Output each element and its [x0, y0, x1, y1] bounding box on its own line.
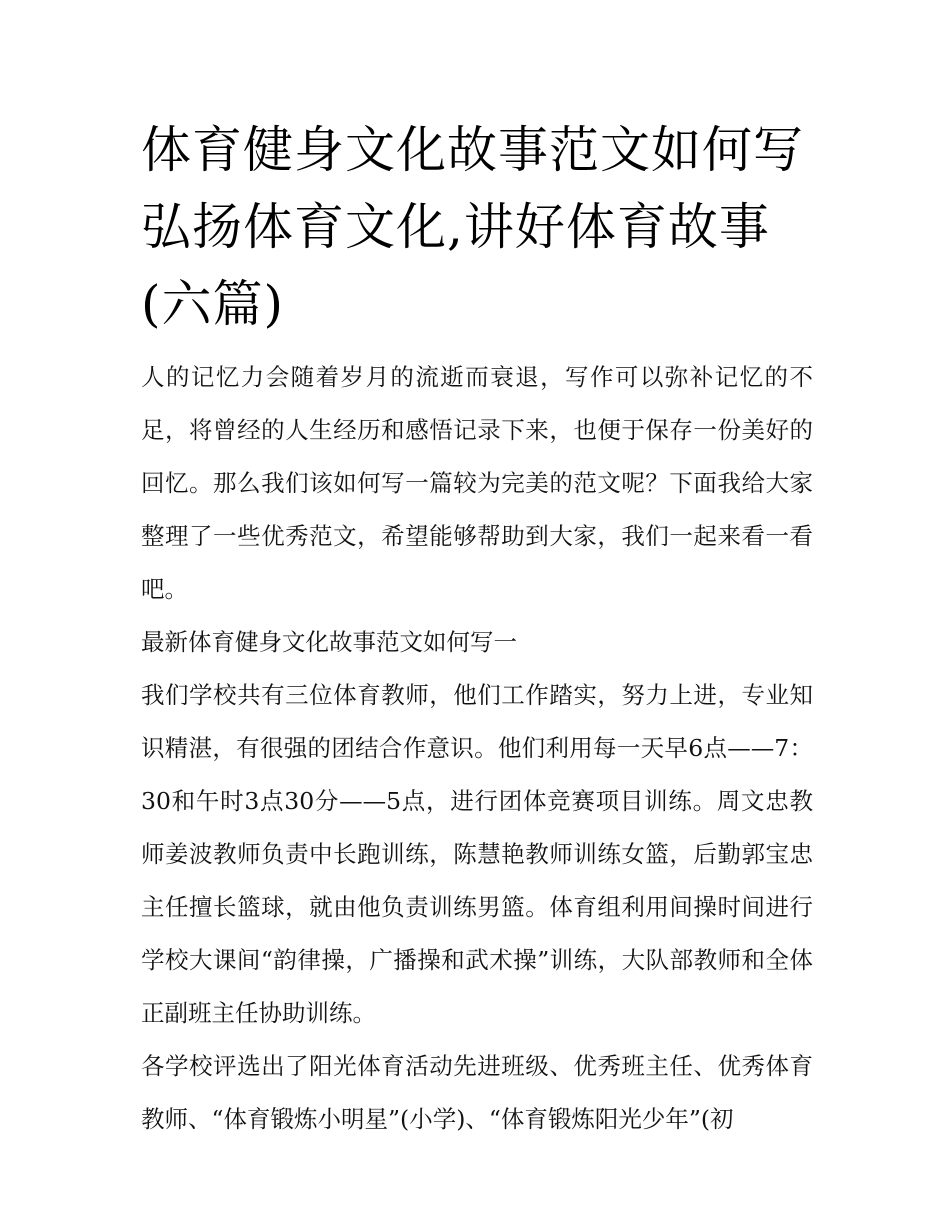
document-title: 体育健身文化故事范文如何写弘扬体育文化,讲好体育故事(六篇): [141, 121, 804, 333]
body-paragraph: 各学校评选出了阳光体育活动先进班级、优秀班主任、优秀体育教师、“体育锻炼小明星”(小学)、“体育锻炼阳光少年”(初: [141, 1052, 813, 1133]
document-body: [141, 112, 813, 1146]
section-heading: 最新体育健身文化故事范文如何写一: [141, 628, 517, 656]
body-paragraph: 我们学校共有三位体育教师，他们工作踏实，努力上进，专业知识精湛，有很强的团结合作意识。他们利用每一天早6点——7：30和午时3点30分——5点，进行团体竞赛项目训练。周文忠教师姜波教师负责中长跑训练，陈慧艳教师训练女篮，后勤郭宝忠主任擅长篮球，就由他负责训练男篮。体育组利用间操时间进行学校大课间“韵律操，广播操和武术操”训练，大队部教师和全体正副班主任协助训练。: [141, 681, 813, 1027]
intro-paragraph: 人的记忆力会随着岁月的流逝而衰退，写作可以弥补记忆的不足，将曾经的人生经历和感悟记录下来，也便于保存一份美好的回忆。那么我们该如何写一篇较为完美的范文呢？下面我给大家整理了一些优秀范文，希望能够帮助到大家，我们一起来看一看吧。: [141, 363, 813, 603]
